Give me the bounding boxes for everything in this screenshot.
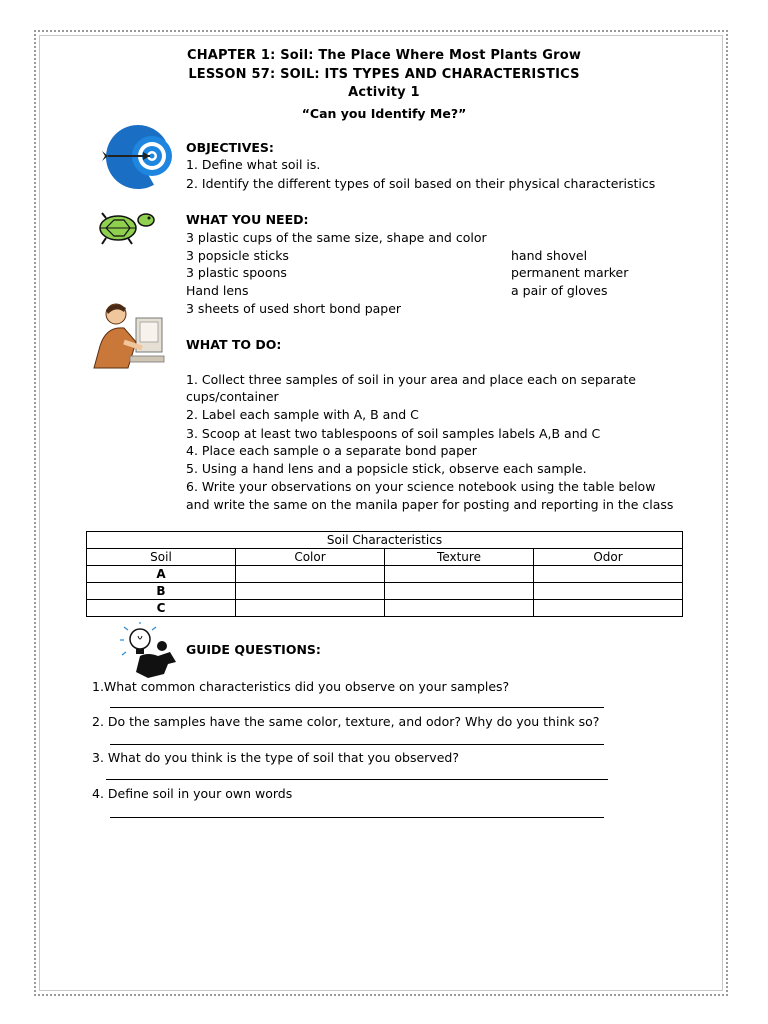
table-cell (385, 583, 534, 600)
material-item: 3 popsicle sticks (186, 248, 289, 263)
answer-line (110, 817, 604, 818)
guide-heading: GUIDE QUESTIONS: (186, 642, 321, 657)
lesson-title: LESSON 57: SOIL: ITS TYPES AND CHARACTERISTICS (188, 67, 580, 82)
material-item: 3 plastic spoons (186, 265, 287, 280)
table-header-cell: Color (236, 549, 385, 566)
table-cell: A (87, 566, 236, 583)
objective-item: 1. Define what soil is. (186, 157, 321, 172)
table-cell (236, 600, 385, 617)
table-cell (534, 583, 683, 600)
turtle-icon (92, 208, 156, 246)
table-row (87, 566, 683, 583)
procedure-step: 3. Scoop at least two tablespoons of soil samples labels A,B and C (186, 426, 601, 441)
answer-line (110, 744, 604, 745)
guide-question: 3. What do you think is the type of soil that you observed? (92, 750, 459, 765)
table-header-cell: Odor (534, 549, 683, 566)
material-item: permanent marker (511, 265, 629, 280)
activity-title: Activity 1 (348, 85, 420, 100)
table-cell (534, 566, 683, 583)
table-cell: B (87, 583, 236, 600)
procedure-step: 2. Label each sample with A, B and C (186, 407, 419, 422)
chapter-title: CHAPTER 1: Soil: The Place Where Most Plants Grow (186, 48, 582, 63)
materials-heading: WHAT YOU NEED: (186, 212, 309, 227)
objective-item: 2. Identify the different types of soil based on their physical characteristics (186, 176, 656, 191)
table-title: Soil Characteristics (87, 532, 683, 549)
procedure-step: and write the same on the manila paper for posting and reporting in the class (186, 497, 674, 512)
guide-question: 1.What common characteristics did you observe on your samples? (92, 679, 510, 694)
activity-subtitle: “Can you Identify Me?” (301, 106, 467, 121)
material-item: 3 sheets of used short bond paper (186, 301, 402, 316)
lightbulb-thinker-icon (118, 622, 188, 680)
table-header-cell: Soil (87, 549, 236, 566)
table-header-cell: Texture (385, 549, 534, 566)
procedure-step: 5. Using a hand lens and a popsicle stick, observe each sample. (186, 461, 587, 476)
guide-question: 4. Define soil in your own words (92, 786, 293, 801)
guide-question: 2. Do the samples have the same color, texture, and odor? Why do you think so? (92, 714, 600, 729)
material-item: a pair of gloves (511, 283, 608, 298)
table-cell (385, 600, 534, 617)
material-item: hand shovel (511, 248, 588, 263)
material-item: 3 plastic cups of the same size, shape and color (186, 230, 487, 245)
procedure-step: 1. Collect three samples of soil in your area and place each on separate (186, 372, 636, 387)
person-at-computer-icon (80, 296, 170, 374)
table-cell (236, 583, 385, 600)
table-cell: C (87, 600, 236, 617)
answer-line (110, 707, 604, 708)
table-cell (385, 566, 534, 583)
target-icon (100, 122, 180, 192)
objectives-heading: OBJECTIVES: (186, 140, 274, 155)
table-cell (534, 600, 683, 617)
table-row (87, 583, 683, 600)
material-item: Hand lens (186, 283, 249, 298)
procedure-heading: WHAT TO DO: (186, 337, 282, 352)
soil-characteristics-table (86, 531, 683, 617)
procedure-step: 6. Write your observations on your science notebook using the table below (186, 479, 656, 494)
table-row (87, 600, 683, 617)
answer-line (106, 779, 608, 780)
procedure-step: cups/container (186, 389, 279, 404)
table-cell (236, 566, 385, 583)
procedure-step: 4. Place each sample o a separate bond paper (186, 443, 477, 458)
